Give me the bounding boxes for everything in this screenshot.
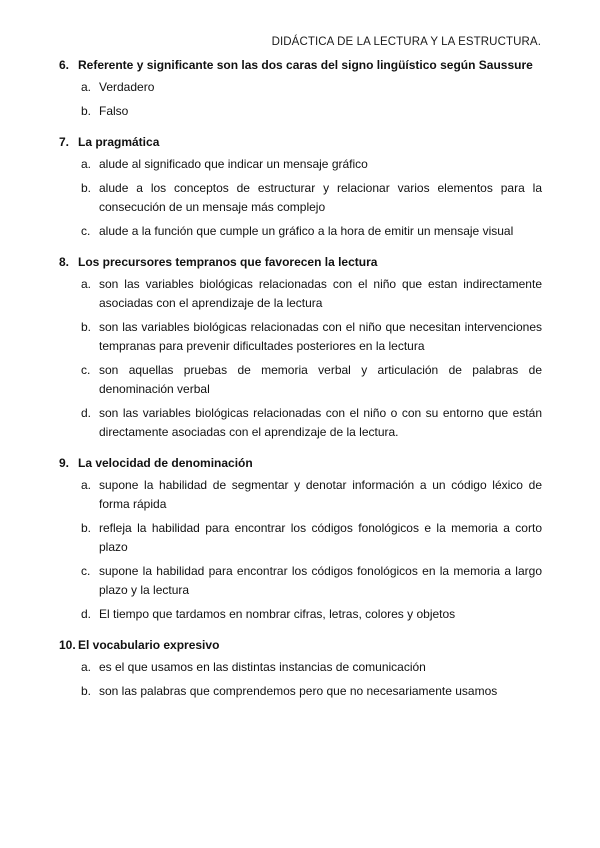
option-b[interactable] [59,682,542,701]
question-10 [59,636,542,701]
options-list [59,155,542,241]
question-6 [59,56,542,121]
question-text: Los precursores tempranos que favorecen la lectura [78,255,378,269]
option-letter: b. [81,521,92,535]
question-text: El vocabulario expresivo [78,638,220,652]
option-a[interactable] [59,275,542,313]
option-a[interactable] [59,658,542,677]
questions-list [59,56,542,713]
option-text: son las variables biológicas relacionadas con el niño que necesitan intervenciones tempranas para prevenir dificultades posteriores en la lectura [99,320,542,353]
question-title [59,636,542,654]
question-number: 9. [59,456,70,470]
option-c[interactable] [59,222,542,241]
option-text: El tiempo que tardamos en nombrar cifras, letras, colores y objetos [99,607,456,621]
question-number: 10. [59,638,76,652]
question-number: 6. [59,58,70,72]
option-letter: c. [81,564,91,578]
option-letter: b. [81,320,92,334]
option-letter: d. [81,607,92,621]
option-text: son aquellas pruebas de memoria verbal y articulación de palabras de denominación verbal [99,363,542,396]
question-text: La pragmática [78,135,160,149]
option-letter: a. [81,277,92,291]
options-list [59,275,542,442]
option-text: son las palabras que comprendemos pero que no necesariamente usamos [99,684,498,698]
question-text: La velocidad de denominación [78,456,253,470]
option-text: son las variables biológicas relacionadas con el niño que estan indirectamente asociadas con el aprendizaje de la lectura [99,277,542,310]
option-letter: a. [81,157,92,171]
option-letter: a. [81,478,92,492]
option-b[interactable] [59,179,542,217]
option-a[interactable] [59,476,542,514]
question-number: 8. [59,255,70,269]
question-8 [59,253,542,442]
option-c[interactable] [59,361,542,399]
question-title [59,133,542,151]
options-list [59,658,542,701]
question-text: Referente y significante son las dos caras del signo lingüístico según Saussure [78,58,533,72]
question-9 [59,454,542,624]
options-list [59,78,542,121]
option-text: alude a los conceptos de estructurar y relacionar varios elementos para la consecución de un mensaje más complejo [99,181,542,214]
option-letter: a. [81,80,92,94]
option-letter: b. [81,181,92,195]
option-text: Verdadero [99,80,155,94]
question-number: 7. [59,135,70,149]
option-c[interactable] [59,562,542,600]
option-text: supone la habilidad para encontrar los códigos fonológicos en la memoria a largo plazo y la lectura [99,564,542,597]
page-header: DIDÁCTICA DE LA LECTURA Y LA ESTRUCTURA. [271,36,541,48]
option-letter: c. [81,224,91,238]
option-text: supone la habilidad de segmentar y denotar información a un código léxico de forma rápida [99,478,542,511]
option-text: son las variables biológicas relacionadas con el niño o con su entorno que están directamente asociadas con el aprendizaje de la lectura. [99,406,542,439]
option-letter: b. [81,684,92,698]
question-7 [59,133,542,241]
option-b[interactable] [59,102,542,121]
option-text: es el que usamos en las distintas instancias de comunicación [99,660,426,674]
option-text: refleja la habilidad para encontrar los códigos fonológicos e la memoria a corto plazo [99,521,542,554]
option-b[interactable] [59,519,542,557]
option-letter: b. [81,104,92,118]
options-list [59,476,542,624]
option-text: Falso [99,104,129,118]
option-letter: a. [81,660,92,674]
option-a[interactable] [59,78,542,97]
option-text: alude a la función que cumple un gráfico a la hora de emitir un mensaje visual [99,224,514,238]
option-letter: d. [81,406,92,420]
question-title [59,253,542,271]
option-d[interactable] [59,605,542,624]
option-d[interactable] [59,404,542,442]
question-title [59,56,542,74]
option-b[interactable] [59,318,542,356]
option-text: alude al significado que indicar un mensaje gráfico [99,157,368,171]
option-letter: c. [81,363,91,377]
option-a[interactable] [59,155,542,174]
question-title [59,454,542,472]
